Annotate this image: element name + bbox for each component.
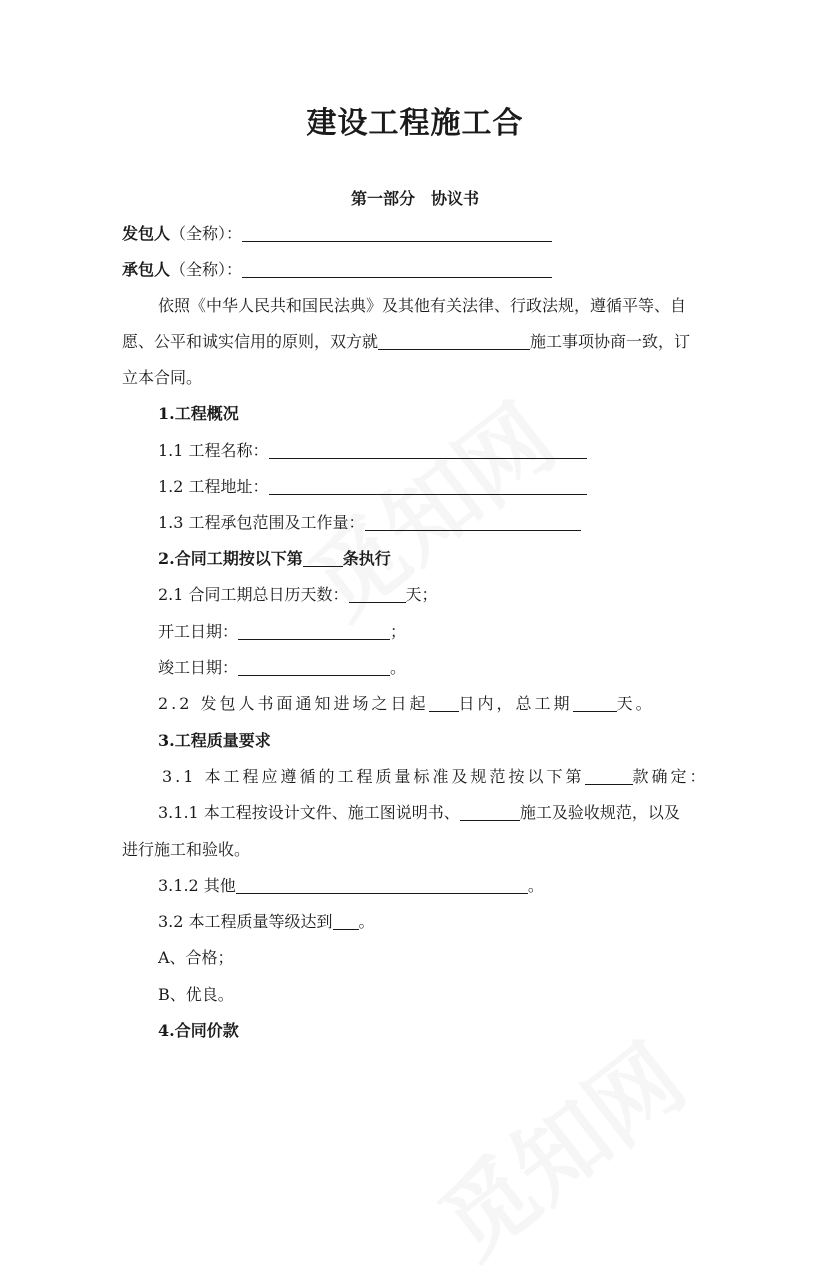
section-2-heading-a: 2.合同工期按以下第 [158,549,303,568]
intro-text-3: 立本合同。 [122,368,203,387]
section-2-heading [158,549,391,569]
intro-text-2b: 施工事项协商一致，订 [530,332,691,351]
quality-standard-a: 3.1 本工程应遵循的工程质量标准及规范按以下第 [162,767,585,786]
entry-days-field[interactable] [429,695,459,712]
entry-notice-b: 日内，总工期 [458,694,573,713]
option-a: A、合格； [158,948,234,967]
acceptance-spec-field[interactable] [460,804,520,821]
section-3-heading: 3.工程质量要求 [158,731,271,750]
employer-line [122,224,552,244]
finish-date-label: 竣工日期： [158,658,239,677]
intro-text-2a: 愿、公平和诚实信用的原则，双方就 [122,332,379,351]
finish-date-line [158,658,406,678]
quality-standard-b: 款确定： [632,767,709,786]
project-name-line [158,441,587,461]
design-docs-a: 3.1.1 本工程按设计文件、施工图说明书、 [158,803,460,822]
project-scope-label: 1.3 工程承包范围及工作量： [158,513,365,532]
entry-notice-a: 2.2 发包人书面通知进场之日起 [158,694,429,713]
other-end: 。 [527,876,544,895]
quality-clause-field[interactable] [585,768,633,785]
project-address-field[interactable] [269,478,587,495]
entry-notice-c: 天。 [616,694,655,713]
project-scope-line [158,513,581,533]
project-address-line [158,477,587,497]
quality-grade-field[interactable] [333,913,359,930]
design-docs-line [158,803,680,823]
other-label: 3.1.2 其他 [158,876,236,895]
section-1-heading: 1.工程概况 [158,404,239,423]
start-date-field[interactable] [238,623,390,640]
part-heading: 第一部分 协议书 [350,189,479,208]
entry-notice-line [158,694,655,714]
project-address-label: 1.2 工程地址： [158,477,269,496]
total-days-label: 2.1 合同工期总日历天数： [158,585,349,604]
intro-line-2 [122,332,690,352]
other-line [158,876,544,896]
project-name-label: 1.1 工程名称： [158,441,269,460]
design-docs-c: 进行施工和验收。 [122,840,251,859]
project-scope-field[interactable] [365,514,581,531]
design-docs-b: 施工及验收规范，以及 [519,803,680,822]
intro-line-1 [158,296,686,316]
project-name-field[interactable] [269,442,587,459]
total-days-field[interactable] [349,586,406,603]
design-docs-line-2 [122,840,250,860]
employer-hint: （全称）： [170,224,243,243]
total-days-unit: 天； [405,585,438,604]
section-2-heading-b: 条执行 [342,549,391,568]
employer-name-field[interactable] [242,225,552,242]
quality-grade-end: 。 [358,912,375,931]
page-title: 建设工程施工合 [306,106,524,141]
start-date-line [158,622,406,642]
other-field[interactable] [236,877,528,894]
quality-grade-label: 3.2 本工程质量等级达到 [158,912,333,931]
start-date-end: ； [390,622,407,641]
contractor-label: 承包人 [122,260,171,279]
option-b: B、优良。 [158,985,234,1004]
quality-grade-line [158,912,375,932]
finish-date-end: 。 [390,658,407,677]
overall-days-field[interactable] [573,695,617,712]
section-4-heading: 4.合同价款 [158,1021,239,1040]
intro-line-3 [122,368,202,388]
contractor-name-field[interactable] [242,261,552,278]
watermark-bottom [409,1009,708,1283]
finish-date-field[interactable] [238,659,390,676]
contractor-hint: （全称）： [170,260,243,279]
quality-standard-line [162,767,709,787]
construction-matter-field[interactable] [378,333,530,350]
employer-label: 发包人 [122,224,171,243]
contractor-line [122,260,552,280]
start-date-label: 开工日期： [158,622,239,641]
intro-text-1: 依照《中华人民共和国民法典》及其他有关法律、行政法规，遵循平等、自 [158,296,687,315]
total-days-line [158,585,438,605]
clause-number-field[interactable] [303,550,343,567]
